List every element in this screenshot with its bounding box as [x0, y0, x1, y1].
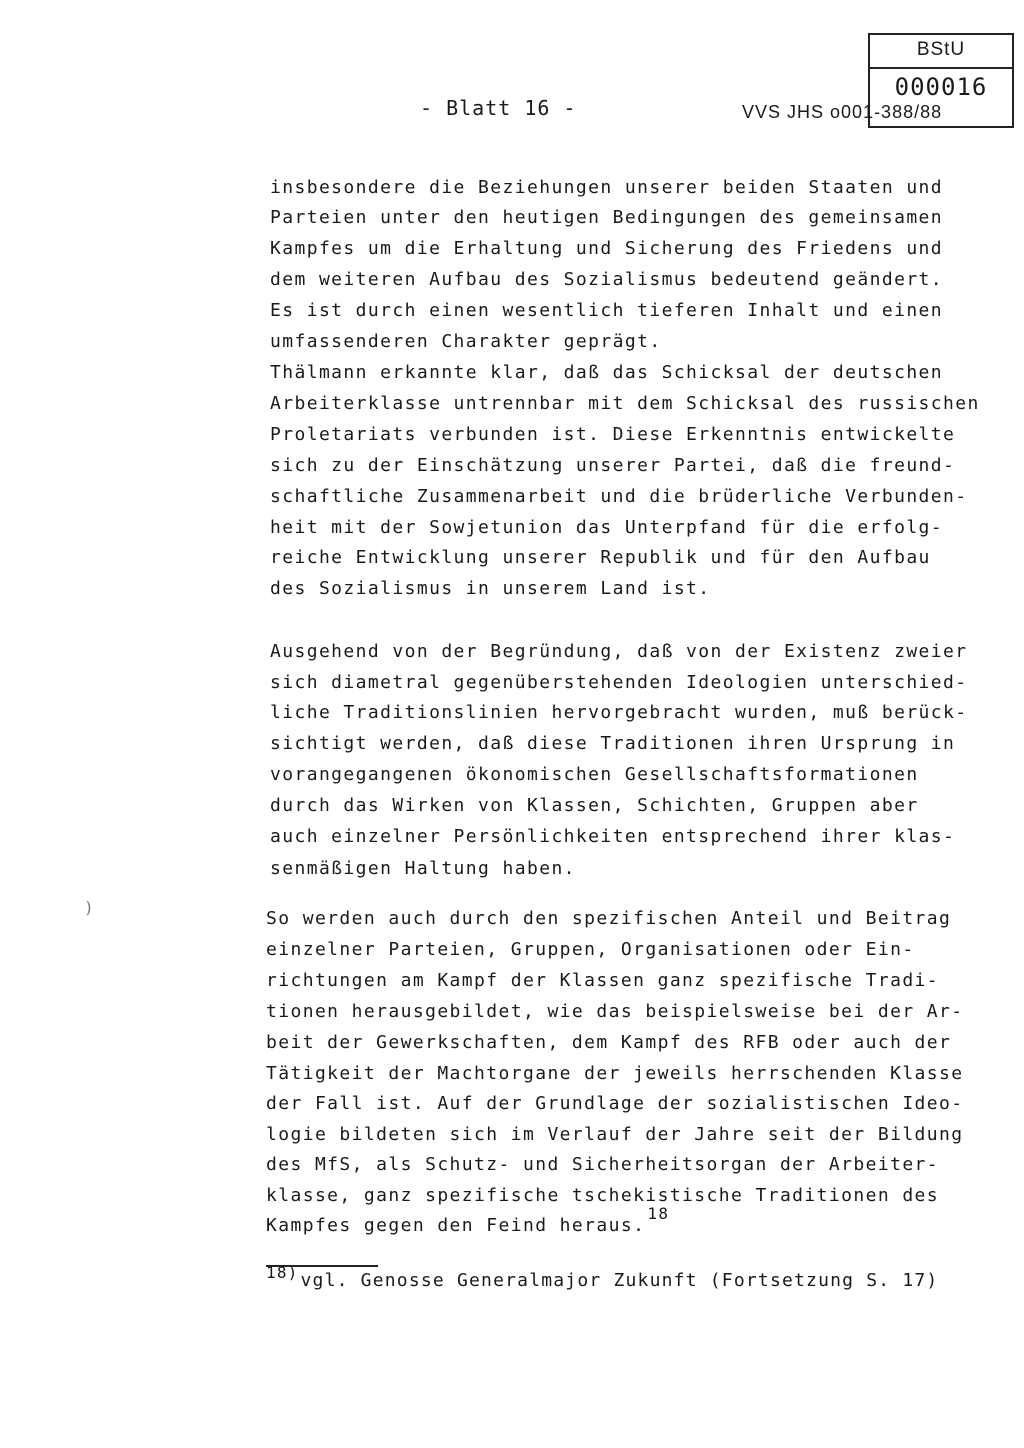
text-line: heit mit der Sowjetunion das Unterpfand für die erfolg- [270, 517, 944, 538]
text-line: dem weiteren Aufbau des Sozialismus bedeutend geändert. [270, 269, 944, 290]
text-line: senmäßigen Haltung haben. [270, 858, 576, 879]
text-line: Kampfes um die Erhaltung und Sicherung des Friedens und [270, 238, 944, 259]
text-line: einzelner Parteien, Gruppen, Organisationen oder Ein- [266, 939, 915, 960]
text-line: des Sozialismus in unserem Land ist. [270, 578, 711, 599]
text-line: Ausgehend von der Begründung, daß von der Existenz zweier [270, 641, 968, 662]
text-line: Thälmann erkannte klar, daß das Schicksal der deutschen [270, 362, 944, 383]
stamp-number: 000016 [894, 73, 988, 101]
text-line: tionen herausgebildet, wie das beispielsweise bei der Ar- [266, 1001, 964, 1022]
text-line: Arbeiterklasse untrennbar mit dem Schicksal des russischen [270, 393, 980, 414]
text-line: schaftliche Zusammenarbeit und die brüderliche Verbunden- [270, 486, 968, 507]
footnote-mark: 18) [266, 1263, 299, 1282]
text-line: der Fall ist. Auf der Grundlage der sozialistischen Ideo- [266, 1093, 964, 1114]
footnote-reference: 18 [647, 1204, 670, 1223]
text-line: Es ist durch einen wesentlich tieferen Inhalt und einen [270, 300, 944, 321]
text-line: sich zu der Einschätzung unserer Partei, daß die freund- [270, 455, 956, 476]
text-line: insbesondere die Beziehungen unserer beiden Staaten und [270, 177, 944, 198]
text-line: liche Traditionslinien hervorgebracht wurden, muß berück- [270, 702, 968, 723]
text-line: sich diametral gegenüberstehenden Ideologien unterschied- [270, 672, 968, 693]
document-reference: VVS JHS o001-388/88 [742, 102, 943, 122]
text-line: Proletariats verbunden ist. Diese Erkenntnis entwickelte [270, 424, 956, 445]
text-line: logie bildeten sich im Verlauf der Jahre seit der Bildung [266, 1124, 964, 1145]
footnote-text: vgl. Genosse Generalmajor Zukunft (Fortsetzung S. 17) [300, 1270, 939, 1291]
page-number: - Blatt 16 - [420, 96, 577, 120]
text-line: Parteien unter den heutigen Bedingungen des gemeinsamen [270, 207, 944, 228]
stamp-divider [870, 67, 1012, 69]
text-line: des MfS, als Schutz- und Sicherheitsorgan der Arbeiter- [266, 1154, 940, 1175]
stamp-label: BStU [916, 39, 966, 60]
text-line-with-footnote-ref [266, 1204, 670, 1238]
text-line: beit der Gewerkschaften, dem Kampf des RFB oder auch der [266, 1032, 952, 1053]
text-line: Tätigkeit der Machtorgane der jeweils herrschenden Klasse [266, 1063, 964, 1084]
text-line: richtungen am Kampf der Klassen ganz spezifische Tradi- [266, 970, 940, 991]
text-line: klasse, ganz spezifische tschekistische Traditionen des [266, 1185, 940, 1206]
footnote [266, 1263, 939, 1294]
text-line: auch einzelner Persönlichkeiten entsprechend ihrer klas- [270, 826, 956, 847]
text-line: vorangegangenen ökonomischen Gesellschaftsformationen [270, 764, 919, 785]
margin-mark: ) [84, 898, 94, 917]
text-line: durch das Wirken von Klassen, Schichten, Gruppen aber [270, 795, 919, 816]
text-line: So werden auch durch den spezifischen Anteil und Beitrag [266, 908, 952, 929]
text-line: umfassenderen Charakter geprägt. [270, 331, 662, 352]
text-line: reiche Entwicklung unserer Republik und für den Aufbau [270, 547, 931, 568]
text-line-content: Kampfes gegen den Feind heraus. [266, 1215, 646, 1236]
text-line: sichtigt werden, daß diese Traditionen ihren Ursprung in [270, 733, 956, 754]
